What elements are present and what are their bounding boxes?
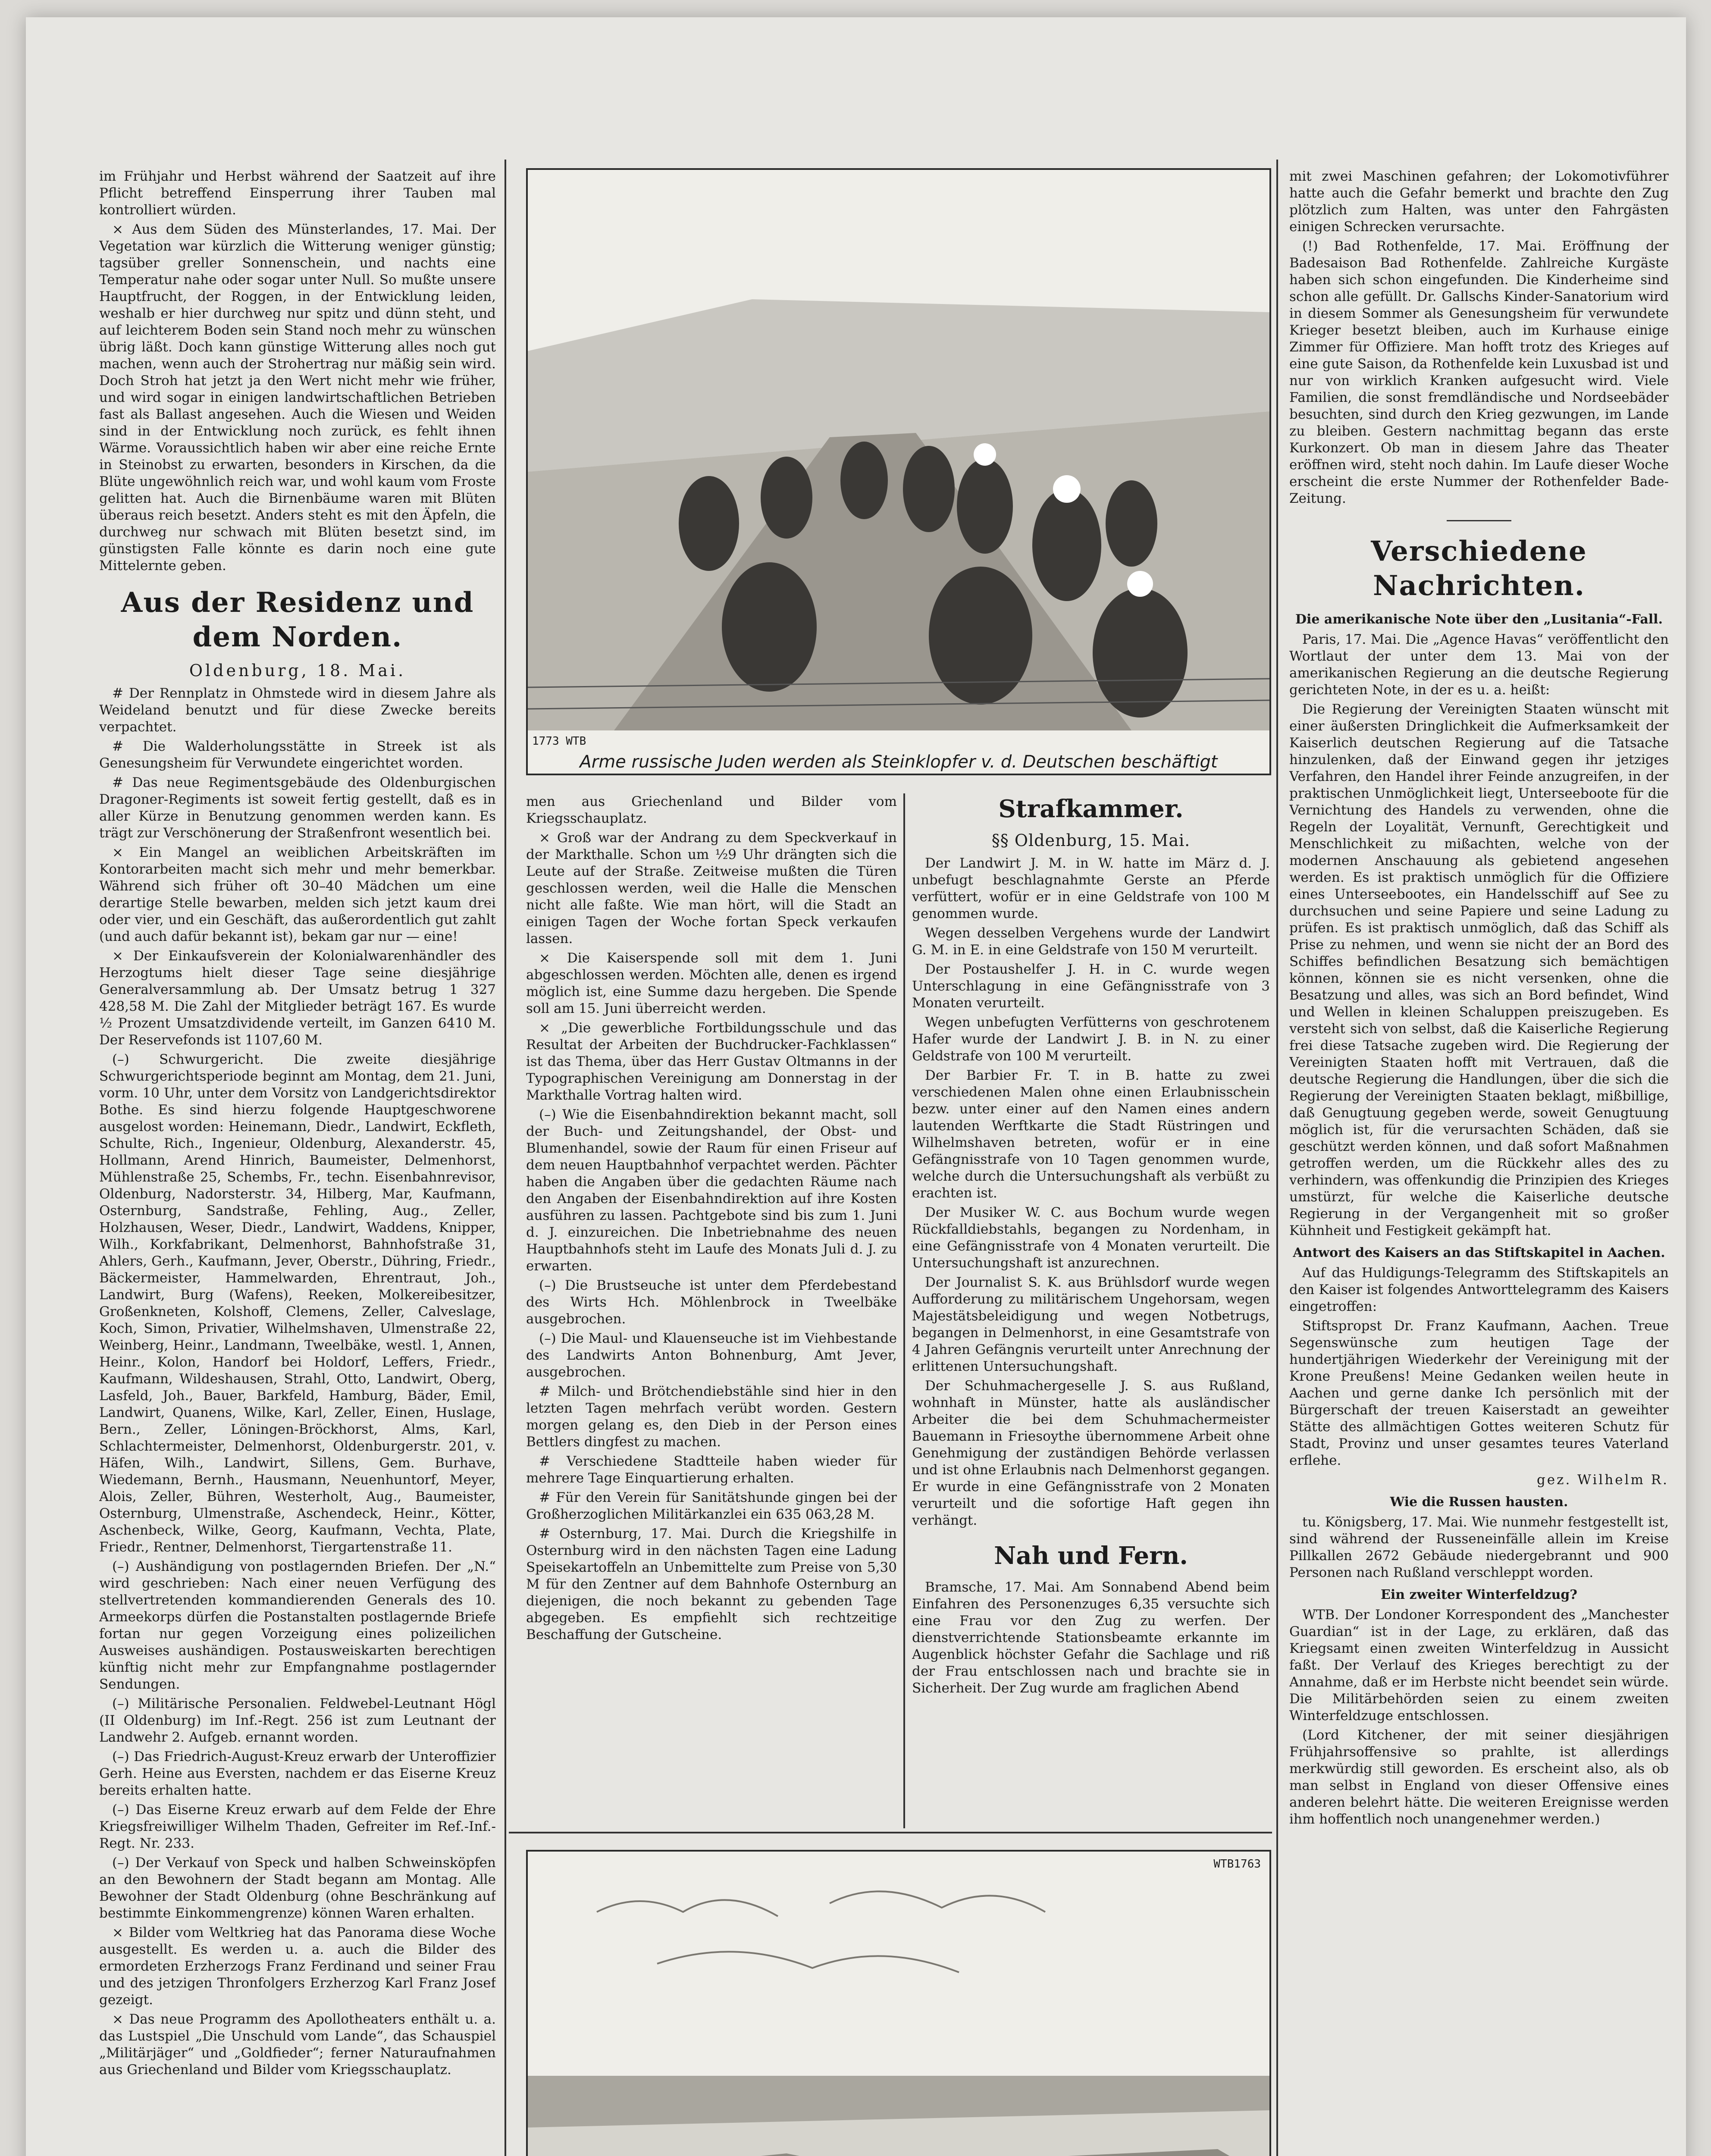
paragraph: Wegen unbefugten Verfütterns von geschrotenem Hafer wurde der Landwirt J. B. in N. zu einer Geldstrafe von 100 M verurteilt. (912, 1015, 1270, 1064)
paragraph: × Aus dem Süden des Münsterlandes, 17. Mai. Der Vegetation war kürzlich die Witterung weniger günstig; tagsüber greller Sonnenschein, und nachts eine Temperatur nahe oder sogar unter Null. So mußte unsere Hauptfrucht, der Roggen, in der Entwicklung leiden, weshalb er hier durchweg nur spitz und dünn steht, und auf leichterem Boden sein Stand noch mehr zu wünschen übrig läßt. Doch kann günstige Witterung alles noch gut machen, wenn auch der Strohertrag nur mäßig sein wird. Doch Stroh hat jetzt ja den Wert nicht mehr wie früher, und wird sogar in einigen landwirtschaftlichen Betrieben fast als Ballast angesehen. Auch die Wiesen und Weiden sind in der Entwicklung noch zurück, es fehlt ihnen Wärme. Voraussichtlich haben wir aber eine reiche Ernte in Steinobst zu erwarten, besonders in Kirschen, da die Blüte ungewöhnlich reich war, und wohl kaum vom Froste gelitten hat. Auch die Birnenbäume waren mit Blüten überaus reich besetzt. Anders steht es mit den Äpfeln, die durchweg nur schwach mit Blüten besetzt sind, im günstigsten Falle könnte es darin noch eine gute Mittelernte geben. (99, 222, 496, 573)
paragraph: Bramsche, 17. Mai. Am Sonnabend Abend beim Einfahren des Personenzuges 6,35 versuchte sich eine Frau vor den Zug zu werfen. Der dienstverrichtende Stationsbeamte erkannte im Augenblick höchster Gefahr die Sachlage und riß der Frau entschlossen nach und brachte sie in Sicherheit. Der Zug wurde am fraglichen Abend (912, 1579, 1270, 1696)
image-rule (509, 1832, 1272, 1833)
paragraph: # Für den Verein für Sanitätshunde gingen bei der Großherzoglichen Militärkanzlei ein 635 063,28 M. (526, 1490, 897, 1522)
section-heading: Strafkammer. (998, 795, 1184, 823)
paragraph: Der Schuhmachergeselle J. S. aus Rußland, wohnhaft in Münster, hatte als ausländischer Arbeiter die bei dem Schuhmachermeister Bauemann in Friesoythe übernommene Arbeit ohne Genehmigung der zuständigen Behörde verlassen und ist ohne Erlaubnis nach Delmenhorst gegangen. Er wurde in eine Gefängnisstrafe von 2 Monaten verurteilt und die sofortige Haft gegen ihn verhängt. (912, 1378, 1270, 1528)
paragraph: # Milch- und Brötchendiebstähle sind hier in den letzten Tagen mehrfach verübt worden. Gestern morgen gelang es, den Dieb in der Person eines Bettlers dingfest zu machen. (526, 1384, 897, 1450)
subheading: Antwort des Kaisers an das Stiftskapitel in Aachen. (1293, 1245, 1665, 1260)
image-credit: 1773 WTB (532, 735, 586, 748)
paragraph: Stiftspropst Dr. Franz Kaufmann, Aachen. Treue Segenswünsche zum heutigen Tage der hundertjährigen Wiederkehr der Vereinigung mit der Krone Preußens! Meine Gedanken weilen heute in Aachen und gerne danke Ich persönlich mit der Bürgerschaft der treuen Kaiserstadt an geweihter Stätte des allmächtigen Gottes weiteren Schutz für Stadt, Provinz und unser gesamtes teures Vaterland erflehe. (1289, 1318, 1669, 1468)
column-2 (526, 793, 897, 1824)
column-rule (505, 160, 506, 2156)
paragraph: (–) Die Maul- und Klauenseuche ist im Viehbestande des Landwirts Anton Bohnenburg, Amt Jever, ausgebrochen. (526, 1331, 897, 1380)
paragraph: Der Musiker W. C. aus Bochum wurde wegen Rückfalldiebstahls, begangen zu Nordenham, in eine Gefängnisstrafe von 4 Monaten verurteilt. Die Untersuchungshaft ist anzurechnen. (912, 1205, 1270, 1271)
paragraph: (–) Militärische Personalien. Feldwebel-Leutnant Högl (II Oldenburg) im Inf.-Regt. 256 ist zum Leutnant der Landwehr 2. Aufgeb. ernannt worden. (99, 1696, 496, 1745)
paragraph: × Das neue Programm des Apollotheaters enthält u. a. das Lustspiel „Die Unschuld vom Lande“, das Schauspiel „Militärjäger“ und „Goldfieder“; ferner Naturaufnahmen aus Griechenland und Bilder vom Kriegsschauplatz. (99, 2012, 496, 2078)
paragraph: men aus Griechenland und Bilder vom Kriegsschauplatz. (526, 794, 897, 826)
paragraph: × Der Einkaufsverein der Kolonialwarenhändler des Herzogtums hielt dieser Tage seine diesjährige Generalversammlung ab. Der Umsatz betrug 1 327 428,58 M. Die Zahl der Mitglieder beträgt 167. Es wurde ½ Prozent Umsatzdividende verteilt, im Ganzen 6410 M. Der Reservefonds ist 1107,60 M. (99, 948, 496, 1048)
paragraph: im Frühjahr und Herbst während der Saatzeit auf ihre Pflicht betreffend Einsperrung ihrer Tauben mal kontrolliert würden. (99, 169, 496, 218)
paragraph: (–) Das Eiserne Kreuz erwarb auf dem Felde der Ehre Kriegsfreiwilliger Wilhelm Thaden, Gefreiter im Ref.-Inf.-Regt. Nr. 233. (99, 1802, 496, 1851)
paragraph: × Bilder vom Weltkrieg hat das Panorama diese Woche ausgestellt. Es werden u. a. auch die Bilder des ermordeten Erzherzogs Franz Ferdinand und seiner Frau und des jetzigen Thronfolgers Erzherzog Karl Franz Josef gezeigt. (99, 1925, 496, 2008)
column-3 (912, 793, 1270, 1824)
paragraph: Der Landwirt J. M. in W. hatte im März d. J. unbefugt beschlagnahmte Gerste an Pferde verfüttert, wofür er in eine Geldstrafe von 100 M genommen wurde. (912, 856, 1270, 921)
image-credit: WTB1763 (1213, 1858, 1261, 1871)
paragraph: Wegen desselben Vergehens wurde der Landwirt G. M. in E. in eine Geldstrafe von 150 M verurteilt. (912, 925, 1270, 958)
subheading: Ein zweiter Winterfeldzug? (1381, 1587, 1577, 1602)
paragraph: (–) Das Friedrich-August-Kreuz erwarb der Unteroffizier Gerh. Heine aus Eversten, nachdem er das Eiserne Kreuz bereits erhalten hatte. (99, 1749, 496, 1798)
paragraph: (–) Der Verkauf von Speck und halben Schweinsköpfen an den Bewohnern der Stadt begann am Montag. Alle Bewohner der Stadt Oldenburg (ohne Beschränkung auf bestimmte Einkommengrenze) können Waren erhalten. (99, 1855, 496, 1921)
paragraph: × Die Kaiserspende soll mit dem 1. Juni abgeschlossen werden. Möchten alle, denen es irgend möglich ist, eine Summe dazu hergeben. Die Spende soll am 15. Juni überreicht werden. (526, 950, 897, 1016)
paragraph: WTB. Der Londoner Korrespondent des „Manchester Guardian“ ist in der Lage, zu erklären, daß das Kriegsamt einen zweiten Winterfeldzug in Aussicht faßt. Der Verlauf des Krieges berechtigt zu der Annahme, daß er im Herbste nicht beendet sein würde. Die Militärbehörden seien zu einem zweiten Winterfeldzuge entschlossen. (1289, 1607, 1669, 1724)
signature-line: gez. Wilhelm R. (1536, 1472, 1669, 1488)
column-rule (903, 793, 905, 1828)
section-divider (1447, 520, 1511, 521)
paragraph: × Ein Mangel an weiblichen Arbeitskräften im Kontorarbeiten macht sich mehr und mehr bemerkbar. Während sich früher oft 30–40 Mädchen um eine derartige Stelle bewarben, melden sich jetzt kaum drei oder vier, und ein Geschäft, das außerordentlich gut zahlt (und auch dafür bekannt ist), bekam gar nur — eine! (99, 845, 496, 944)
paragraph: # Die Walderholungsstätte in Streek ist als Genesungsheim für Verwundete eingerichtet worden. (99, 739, 496, 771)
paragraph: Der Journalist S. K. aus Brühlsdorf wurde wegen Aufforderung zu militärischem Ungehorsam, wegen Majestätsbeleidigung und wegen Notbetrugs, begangen in Delmenhorst, in eine Gesamtstrafe von 4 Jahren Gefängnis verurteilt unter Anrechnung der erlittenen Untersuchungshaft. (912, 1275, 1270, 1374)
stonebreakers-illustration (528, 170, 1269, 774)
section-heading: Nah und Fern. (994, 1542, 1188, 1570)
flood-landscape-illustration (528, 1852, 1269, 2156)
image-caption: Arme russische Juden werden als Steinklopfer v. d. Deutschen beschäftigt (580, 752, 1218, 772)
paragraph: # Verschiedene Stadtteile haben wieder für mehrere Tage Einquartierung erhalten. (526, 1454, 897, 1486)
dateline: Oldenburg, 18. Mai. (189, 661, 406, 680)
paragraph: (–) Die Brustseuche ist unter dem Pferdebestand des Wirts Hch. Möhlenbrock in Tweelbäke ausgebrochen. (526, 1278, 897, 1327)
paragraph: mit zwei Maschinen gefahren; der Lokomotivführer hatte auch die Gefahr bemerkt und brachte den Zug plötzlich zum Halten, was unter den Fahrgästen einigen Schrecken verursachte. (1289, 169, 1669, 235)
dateline: §§ Oldenburg, 15. Mai. (991, 831, 1191, 850)
paragraph: Der Barbier Fr. T. in B. hatte zu zwei verschiedenen Malen ohne einen Erlaubnisschein bezw. unter einer auf den Namen eines andern lautenden Werftkarte die Stadt Rüstringen und Wilhelmshaven betreten, wofür er in eine Gefängnisstrafe von 10 Tagen genommen wurde, welche durch die Untersuchungshaft als verbüßt zu erachten ist. (912, 1068, 1270, 1201)
paragraph: (Lord Kitchener, der mit seiner diesjährigen Frühjahrsoffensive so prahlte, ist allerdings merkwürdig still geworden. Es erscheint also, als ob man selbst in England von dieser Offensive eines anderen belehrt hätte. Die weiteren Ereignisse werden ihm hoffentlich noch unangenehmer werden.) (1289, 1727, 1669, 1827)
section-heading: Aus der Residenz und dem Norden. (121, 586, 474, 653)
photo-stonebreakers (526, 168, 1271, 775)
paragraph: # Das neue Regimentsgebäude des Oldenburgischen Dragoner-Regiments ist soweit fertig gestellt, daß es in aller Kürze in Benutzung genommen werden kann. Es trägt zur Verschönerung der Straßenfront wesentlich bei. (99, 775, 496, 841)
column-rule (1276, 160, 1278, 2156)
photo-flooded-flanders (526, 1850, 1271, 2156)
paragraph: Auf das Huldigungs-Telegramm des Stiftskapitels an den Kaiser ist folgendes Antworttelegramm des Kaisers eingetroffen: (1289, 1265, 1669, 1314)
paragraph: × Groß war der Andrang zu dem Speckverkauf in der Markthalle. Schon um ½9 Uhr drängten sich die Leute auf der Straße. Zeitweise mußten die Türen geschlossen werden, weil die Halle die Menschen nicht alle faßte. Wie man hört, will die Stadt an einigen Tagen der Woche fortan Speck verkaufen lassen. (526, 830, 897, 946)
paragraph: Die Regierung der Vereinigten Staaten wünscht mit einer äußersten Dringlichkeit die Aufmerksamkeit der Kaiserlich deutschen Regierung auf die Tatsache hinzulenken, daß der Einwand gegen ihr jetziges Verfahren, den Handel ihrer Feinde anzugreifen, in der praktischen Unmöglichkeit liegt, Unterseeboote für die Vernichtung des Handels zu verwenden, ohne die Regeln der Loyalität, Vernunft, Gerechtigkeit und Menschlichkeit zu mißachten, welche von der modernen Anschauung als gebietend angesehen werden. Es ist praktisch unmöglich für die Offiziere eines Unterseebootes, ein Handelsschiff auf See zu durchsuchen und seine Papiere und seine Ladung zu prüfen. Es ist praktisch unmöglich, daß das Schiff als Prise zu nehmen, und wenn sie nicht der an Bord des Schiffes befindlichen Besatzung sich bemächtigen können, können sie es nicht versenken, ohne die Besatzung und alles, was sich an Bord befindet, Wind und Wellen in kleinen Schaluppen preiszugeben. Es versteht sich von selbst, daß die Kaiserliche Regierung frei diese Tatsache zugeben wird. Die Regierung der Vereinigten Staaten hofft mit Vertrauen, daß die deutsche Regierung die Handlungen, über die sich die Regierung der Vereinigten Staaten beklagt, mißbillige, daß Genugtuung gegeben werde, soweit Genugtuung möglich ist, für die verursachten Schäden, daß sie geschützt werden können, und daß sofort Maßnahmen getroffen werden, um die Rückkehr alles des zu verhindern, was offenkundig die Prinzipien des Krieges umstürzt, für welche die Kaiserliche deutsche Regierung in der Vergangenheit mit so großer Kühnheit und Festigkeit gekämpft hat. (1289, 702, 1669, 1238)
paragraph: (–) Aushändigung von postlagernden Briefen. Der „N.“ wird geschrieben: Nach einer neuen Verfügung des stellvertretenden kommandierenden Generals des 10. Armeekorps dürfen die Postanstalten postlagernde Briefe fortan nur gegen Vorzeigung eines polizeilichen Ausweises aushändigen. Postausweiskarten berechtigen künftig nicht mehr zur Empfangnahme postlagernder Sendungen. (99, 1559, 496, 1692)
paragraph: # Osternburg, 17. Mai. Durch die Kriegshilfe in Osternburg wird in den nächsten Tagen eine Ladung Speisekartoffeln an Unbemittelte zum Preise von 5,30 M für den Zentner auf dem Bahnhofe Osternburg an diejenigen, die noch bekannt zu gebenden Tage abgegeben. Es empfiehlt sich rechtzeitige Beschaffung der Gutscheine. (526, 1526, 897, 1642)
subheading: Wie die Russen hausten. (1390, 1495, 1568, 1510)
paragraph: (–) Wie die Eisenbahndirektion bekannt macht, soll der Buch- und Zeitungshandel, der Obst- und Blumenhandel, sowie der Raum für einen Friseur auf dem neuen Hauptbahnhof verpachtet werden. Pächter haben die Angaben über die gedachten Räume nach den Angaben der Eisenbahndirektion auf ihre Kosten ausführen zu lassen. Pachtgebote sind bis zum 1. Juni d. J. einzureichen. Die Inbetriebnahme des neuen Hauptbahnhofs steht im Laufe des Monats Juli d. J. zu erwarten. (526, 1107, 897, 1274)
section-heading: Verschiedene Nachrichten. (1371, 535, 1587, 602)
column-1 (99, 168, 496, 2156)
paragraph: # Der Rennplatz in Ohmstede wird in diesem Jahre als Weideland benutzt und für diese Zwecke bereits verpachtet. (99, 686, 496, 735)
subheading: Die amerikanische Note über den „Lusitania“-Fall. (1295, 612, 1663, 627)
paragraph: tu. Königsberg, 17. Mai. Wie nunmehr festgestellt ist, sind während der Russeneinfälle allein im Kreise Pillkallen 2672 Gebäude niedergebrannt und 900 Personen nach Rußland verschleppt worden. (1289, 1514, 1669, 1580)
paragraph: Der Postaushelfer J. H. in C. wurde wegen Unterschlagung in eine Gefängnisstrafe von 3 Monaten verurteilt. (912, 962, 1270, 1011)
paragraph: × „Die gewerbliche Fortbildungsschule und das Resultat der Arbeiten der Buchdrucker-Fachklassen“ ist das Thema, über das Herr Gustav Oltmanns in der Typographischen Vereinigung am Donnerstag in der Markthalle Vortrag halten wird. (526, 1020, 897, 1103)
column-4 (1289, 168, 1669, 2156)
paragraph: (–) Schwurgericht. Die zweite diesjährige Schwurgerichtsperiode beginnt am Montag, dem 21. Juni, vorm. 10 Uhr, unter dem Vorsitz von Landgerichtsdirektor Bothe. Es sind hierzu folgende Hauptgeschworene ausgelost worden: Heinemann, Diedr., Landwirt, Eckfleth, Schulte, Rich., Ingenieur, Oldenburg, Alexanderstr. 45, Hollmann, Arend Hinrich, Baumeister, Delmenhorst, Mühlenstraße 25, Schembs, Fr., techn. Eisenbahnrevisor, Oldenburg, Nadorsterstr. 34, Hilberg, Mar, Kaufmann, Osternburg, Sandstraße, Fehling, Aug., Zeller, Holzhausen, Weser, Diedr., Landwirt, Waddens, Knipper, Wilh., Korkfabrikant, Delmenhorst, Bahnhofstraße 31, Ahlers, Gerh., Kaufmann, Jever, Oberstr., Dühring, Friedr., Bäckermeister, Hammelwarden, Ehrentraut, Joh., Landwirt, Burg (Wafens), Reeken, Molkereibesitzer, Großenkneten, Kolshoff, Clemens, Zeller, Calveslage, Koch, Simon, Privatier, Wilhelmshaven, Ulmenstraße 22, Weinberg, Heinr., Landmann, Tweelbäke, westl. 1, Annen, Heinr., Kolon, Handorf bei Holdorf, Leffers, Friedr., Kaufmann, Wildeshausen, Strahl, Otto, Landwirt, Oberg, Lasfeld, Joh., Bauer, Barkfeld, Hamburg, Bäder, Emil, Landwirt, Quanens, Wilke, Karl, Zeller, Einen, Huslage, Bern., Zeller, Löningen-Bröckhorst, Alms, Karl, Schlachtermeister, Delmenhorst, Oldenburgerstr. 201, v. Häfen, Wilh., Landwirt, Sillens, Gem. Burhave, Wiedemann, Bernh., Hausmann, Neuenhuntorf, Meyer, Alois, Zeller, Bühren, Westerholt, Aug., Baumeister, Osternburg, Ulmenstraße, Aschendeck, Heinr., Kötter, Aschenbeck, Wilke, Georg, Kaufmann, Vechta, Plate, Friedr., Rentner, Delmenhorst, Tiergartenstraße 11. (99, 1052, 496, 1555)
paragraph: Paris, 17. Mai. Die „Agence Havas“ veröffentlicht den Wortlaut der unter dem 13. Mai von der amerikanischen Regierung an die deutsche Regierung gerichteten Note, in der es u. a. heißt: (1289, 632, 1669, 698)
paragraph: (!) Bad Rothenfelde, 17. Mai. Eröffnung der Badesaison Bad Rothenfelde. Zahlreiche Kurgäste haben sich schon eingefunden. Die Kinderheime sind schon alle gefüllt. Dr. Gallschs Kinder-Sanatorium wird in diesem Sommer als Genesungsheim für verwundete Krieger besetzt bleiben, auch im Kurhause einige Zimmer für Offiziere. Man hofft trotz des Krieges auf eine gute Saison, da Rothenfelde kein Luxusbad ist und nur von wirklich Kranken aufgesucht wird. Viele Familien, die sonst fremdländische und Nordseebäder besuchten, sind durch den Krieg gezwungen, im Lande zu bleiben. Gestern nachmittag begann das erste Kurkonzert. Ob man in diesem Jahre das Theater eröffnen wird, steht noch dahin. Im Laufe dieser Woche erscheint die erste Nummer der Rothenfelder Bade-Zeitung. (1289, 238, 1669, 506)
newspaper-page (26, 17, 1686, 2156)
